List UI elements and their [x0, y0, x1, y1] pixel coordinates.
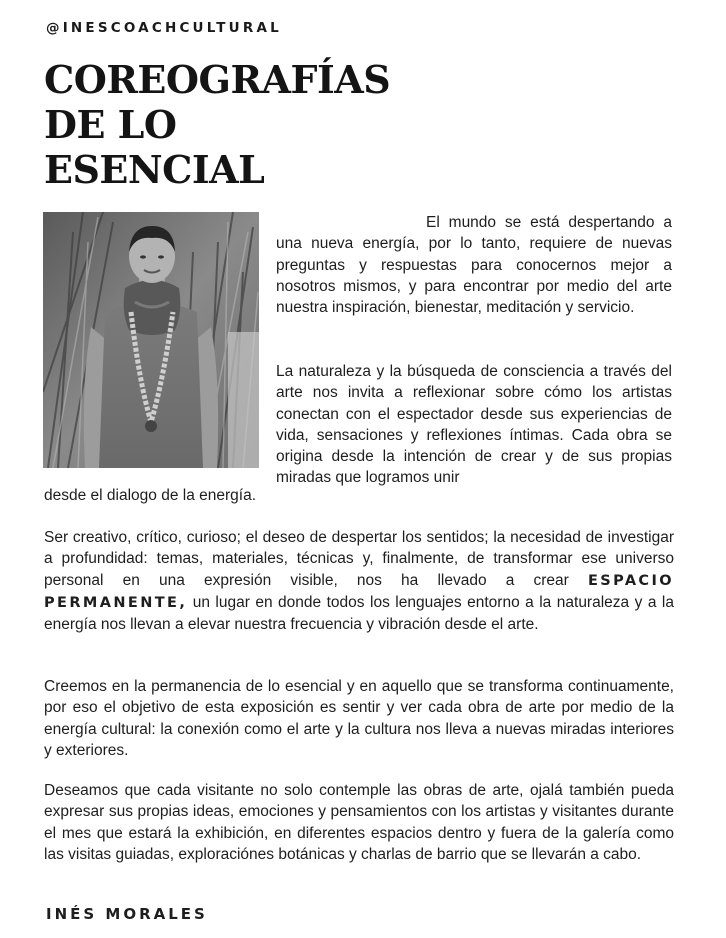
title-line-1: COREOGRAFÍAS [44, 57, 391, 102]
instagram-handle: @INESCOACHCULTURAL [46, 20, 282, 36]
title-line-3: ESENCIAL [44, 147, 265, 192]
paragraph-visitors: Deseamos que cada visitante no solo contemple las obras de arte, ojalá también pueda expresar sus propias ideas, emociones y pensamientos con los artistas y visitantes durante el mes que estará la exhibición, en diferentes espacios dentro y fuera de la galería como las visitas guiadas, exploraciónes botánicas y charlas de barrio que se llevarán a cabo. [44, 782, 674, 863]
title-line-2: DE LO [44, 102, 177, 147]
portrait-illustration [43, 212, 259, 468]
paragraph-creative [44, 527, 674, 635]
paragraph-creative-start: Ser creativo, crítico, curioso; el deseo de despertar los sentidos; la necesidad de investigar a profundidad: temas, materiales, técnicas y, finalmente, de transformar ese universo personal en una expresión visible, nos ha llevado a crear [44, 529, 674, 589]
paragraph-permanence: Creemos en la permanencia de lo esencial y en aquello que se transforma continuamente, por eso el objetivo de esta exposición es sentir y ver cada obra de arte por medio de la energía cultural: la conexión como el arte y la cultura nos lleva a nuevas miradas interiores y exteriores. [44, 678, 674, 759]
paragraph-creative-end: un lugar en donde todos los lenguajes entorno a la naturaleza y a la energía nos llevan a elevar nuestra frecuencia y vibración desde el arte. [44, 593, 674, 634]
author-photo [43, 212, 259, 468]
author-signature: INÉS MORALES [46, 905, 208, 923]
paragraph-nature: La naturaleza y la búsqueda de consciencia a través del arte nos invita a reflexionar sobre cómo los artistas conectan con el espectador desde sus experiencias de vida, sensaciones y reflexiones íntimas. Cada obra se origina desde la intención de crear y de sus propias miradas que logramos unir [276, 363, 672, 487]
espacio-permanente-highlight: ESPACIO PERMANENTE, [44, 572, 674, 611]
paragraph-intro: El mundo se está despertando a una nueva energía, por lo tanto, requiere de nuevas preguntas y respuestas para conocernos mejor a nosotros mismos, y para encontrar por medio del arte nuestra inspiración, bienestar, meditación y servicio. [276, 214, 672, 317]
page-title [44, 57, 390, 192]
paragraph-nature-end: desde el dialogo de la energía. [44, 487, 256, 504]
